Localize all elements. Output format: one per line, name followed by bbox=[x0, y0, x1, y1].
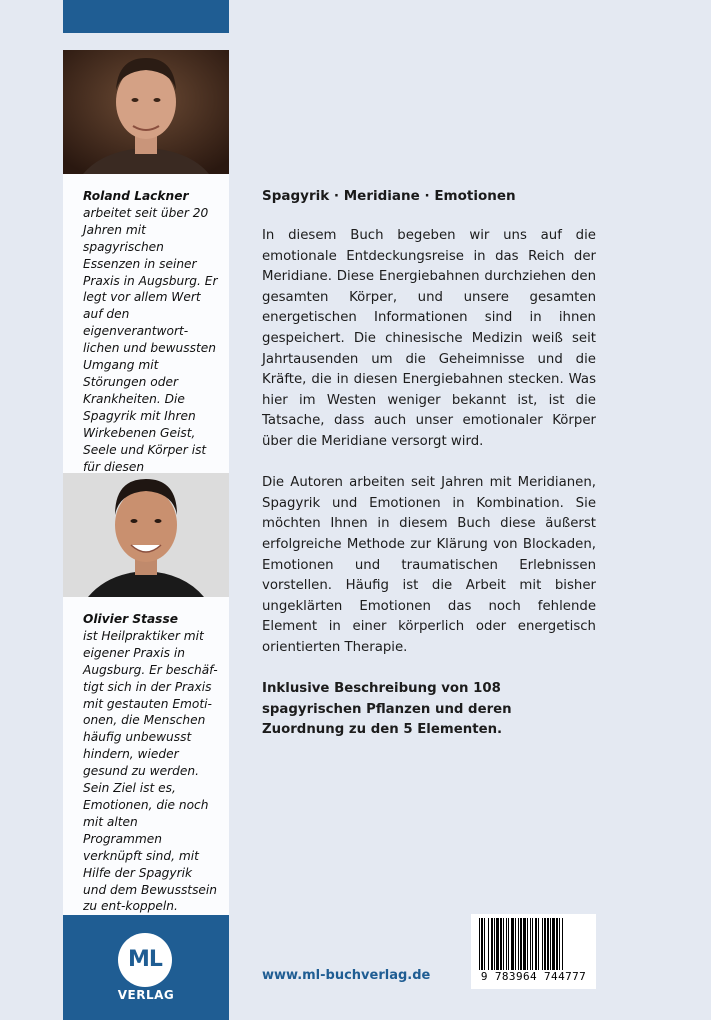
barcode-bar bbox=[556, 918, 558, 970]
isbn-number: 9 783964 744777 bbox=[480, 970, 587, 983]
barcode-bar bbox=[488, 918, 489, 970]
barcode-bar bbox=[484, 918, 485, 970]
barcode-bar bbox=[550, 918, 551, 970]
barcode-bar bbox=[562, 918, 563, 970]
description-paragraph-2: Die Autoren arbeiten seit Jahren mit Meridianen, Spagyrik und Emotionen in Kombination. Sie möchten Ihnen in diesem Buch diese äußerst erfolgreiche Methode zur Klärung von Blockaden, Emotionen und traumatischen Erlebnissen vorstellen. Häufig ist die Arbeit mit bisher ungeklärten Emotionen das noch fehlende Element in einer körperlich oder energetisch orientierten Therapie. bbox=[262, 475, 596, 655]
barcode-bar bbox=[491, 918, 493, 970]
barcode-bar bbox=[508, 918, 509, 970]
barcode-bar bbox=[544, 918, 546, 970]
author-name: Roland Lackner bbox=[83, 189, 189, 203]
author-photo-roland-lackner bbox=[63, 50, 229, 174]
author-bio-olivier-stasse bbox=[63, 597, 229, 915]
barcode-bar bbox=[527, 918, 528, 970]
page-heading: Spagyrik · Meridiane · Emotionen bbox=[262, 188, 516, 204]
barcode-bar bbox=[496, 918, 499, 970]
sidebar bbox=[63, 0, 229, 1020]
barcode-bar bbox=[494, 918, 495, 970]
barcode-bar bbox=[523, 918, 526, 970]
author-name: Olivier Stasse bbox=[83, 612, 178, 626]
barcode-bar bbox=[535, 918, 537, 970]
barcode-bar bbox=[520, 918, 522, 970]
logo-mark: ML bbox=[118, 933, 172, 987]
author-bio-text: arbeitet seit über 20 Jahren mit spagyrischen Essenzen in seiner Praxis in Augsburg. Er legt vor allem Wert auf den eigenverantwort-lichen und bewussten Umgang mit Störungen oder Krankheiten. Die Spagyrik mit Ihren Wirkebenen Geist, Seele und Körper ist für diesen bbox=[83, 205, 218, 474]
description-paragraph-1: In diesem Buch begeben wir uns auf die emotionale Entdeckungsreise in das Reich der Meridiane. Diese Energiebahnen durchziehen den gesamten Körper, und unsere gesamten energetischen Informationen sind in ihnen gespeichert. Die chinesische Medizin weiß seit Jahrtausenden um die Geheimnisse und die Kräfte, die in diesen Energiebahnen stecken. Was hier im Westen weniger bekannt ist, ist die Tatsache, dass auch unser emotionaler Körper über die Meridiane versorgt wird. bbox=[262, 228, 596, 449]
barcode-bar bbox=[530, 918, 531, 970]
barcode-bar bbox=[559, 918, 560, 970]
barcode-bar bbox=[542, 918, 543, 970]
barcode-bar bbox=[481, 918, 483, 970]
author-photo-olivier-stasse bbox=[63, 473, 229, 597]
isbn-barcode bbox=[471, 914, 596, 989]
publisher-website-link[interactable]: www.ml-buchverlag.de bbox=[262, 968, 431, 983]
barcode-bar bbox=[515, 918, 516, 970]
author-bio-roland-lackner bbox=[63, 174, 229, 473]
barcode-bar bbox=[506, 918, 507, 970]
barcode-bar bbox=[503, 918, 504, 970]
author-bio-text: ist Heilpraktiker mit eigener Praxis in Augsburg. Er beschäf-tigt sich in der Praxis mit gestauten Emoti-onen, die Menschen häufig unbewusst hindern, wieder gesund zu werden. Sein Ziel ist es, Emotionen, die noch mit alten Programmen verknüpft sind, mit Hilfe der Spagyrik und dem Bewusstsein zu ent-koppeln. bbox=[83, 628, 218, 914]
publisher-logo bbox=[63, 915, 229, 1020]
barcode-bars bbox=[479, 918, 588, 970]
barcode-bar bbox=[511, 918, 514, 970]
barcode-bar bbox=[500, 918, 502, 970]
logo-text: VERLAG bbox=[117, 988, 175, 1002]
barcode-bar bbox=[547, 918, 549, 970]
barcode-bar bbox=[552, 918, 555, 970]
main-content bbox=[262, 186, 596, 761]
barcode-bar bbox=[479, 918, 480, 970]
barcode-bar bbox=[532, 918, 533, 970]
barcode-bar bbox=[518, 918, 519, 970]
highlight-paragraph: Inklusive Beschreibung von 108 spagyrischen Pflanzen und deren Zuordnung zu den 5 Elementen. bbox=[262, 681, 512, 738]
barcode-bar bbox=[538, 918, 539, 970]
top-accent-bar bbox=[63, 0, 229, 33]
